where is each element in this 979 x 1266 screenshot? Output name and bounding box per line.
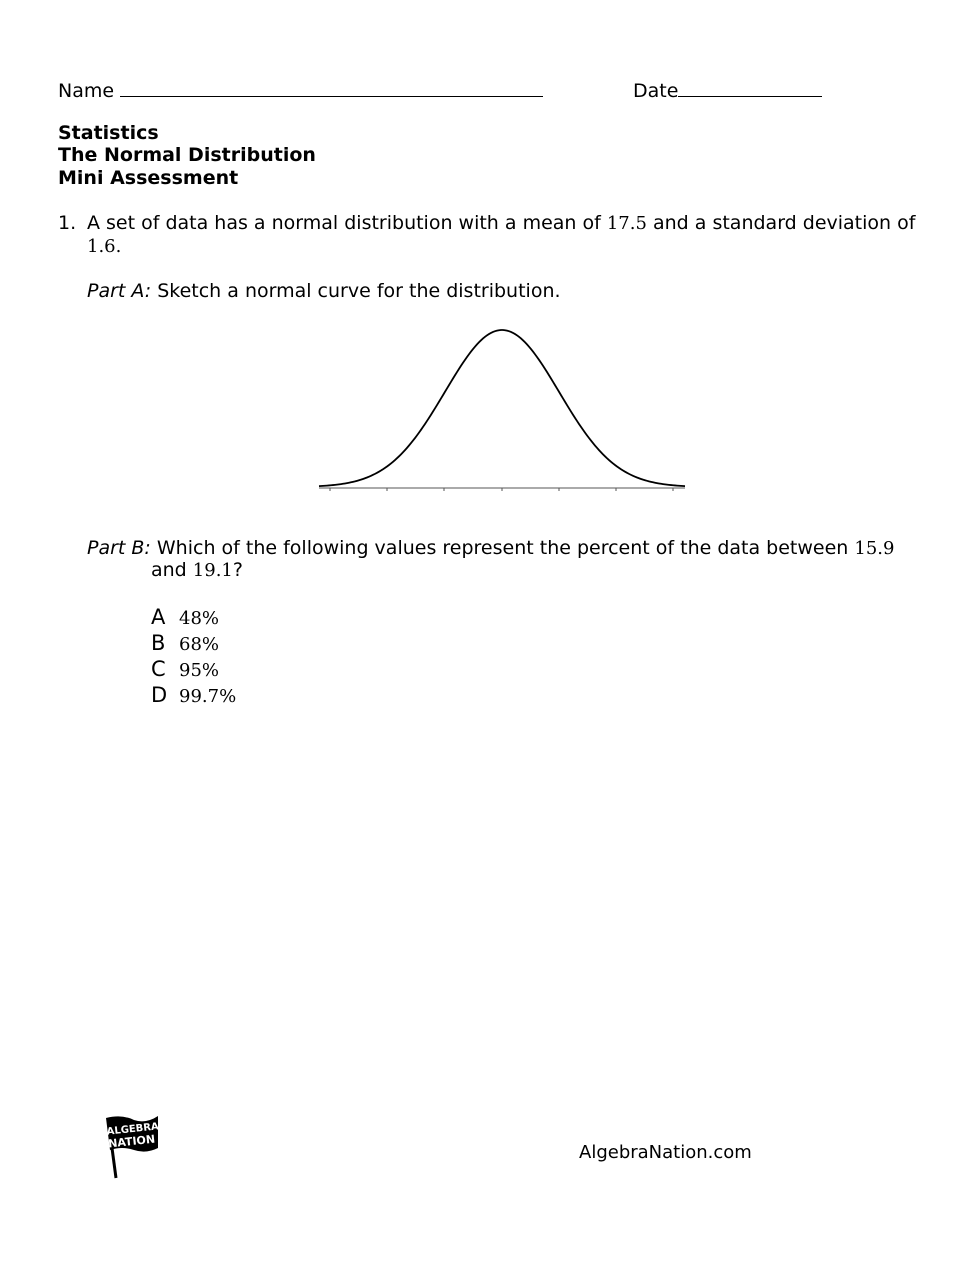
part-b-line2 xyxy=(151,559,243,581)
logo-text-1: ALGEBRA xyxy=(106,1121,160,1138)
part-b-text-b: and xyxy=(151,559,187,581)
choice-b[interactable] xyxy=(151,630,219,656)
choice-a[interactable] xyxy=(151,604,219,630)
part-b-text-a: Which of the following values represent the percent of the data between xyxy=(156,537,849,559)
stem-text-a: A set of data has a normal distribution with a mean of xyxy=(87,212,601,234)
website-link[interactable]: AlgebraNation.com xyxy=(579,1142,752,1163)
normal-curve-figure xyxy=(316,325,688,495)
name-label: Name xyxy=(58,80,115,102)
sd-value: 1.6 xyxy=(87,236,116,257)
question-number: 1. xyxy=(58,212,77,234)
part-a-text: Sketch a normal curve for the distribution. xyxy=(157,280,561,302)
name-blank xyxy=(120,95,543,97)
choice-d[interactable] xyxy=(151,682,236,708)
name-field xyxy=(58,80,543,102)
range-low: 15.9 xyxy=(854,538,895,559)
choice-value: 68% xyxy=(179,634,220,655)
question-stem-line1 xyxy=(87,212,915,234)
part-b-end: ? xyxy=(232,559,243,581)
date-blank xyxy=(678,95,822,97)
title-subject: Statistics xyxy=(58,122,159,144)
choice-value: 99.7% xyxy=(179,686,237,707)
date-field xyxy=(633,80,822,102)
part-b-label: Part B: xyxy=(87,537,151,559)
question-stem-line2 xyxy=(87,235,121,257)
choice-value: 48% xyxy=(179,608,220,629)
mean-value: 17.5 xyxy=(606,213,647,234)
bell-curve xyxy=(319,330,685,486)
choice-letter: D xyxy=(151,683,168,707)
part-b-line1 xyxy=(87,537,894,559)
title-type: Mini Assessment xyxy=(58,167,239,189)
choice-letter: C xyxy=(151,657,166,681)
stem-text-b: and a standard deviation of xyxy=(652,212,916,234)
choice-letter: A xyxy=(151,605,166,629)
part-a xyxy=(87,280,561,302)
range-high: 19.1 xyxy=(192,560,233,581)
choice-c[interactable] xyxy=(151,656,219,682)
choice-letter: B xyxy=(151,631,166,655)
title-topic: The Normal Distribution xyxy=(58,144,316,166)
part-a-label: Part A: xyxy=(87,280,152,302)
stem-end: . xyxy=(115,236,122,257)
choice-value: 95% xyxy=(179,660,220,681)
algebra-nation-logo xyxy=(100,1112,164,1182)
date-label: Date xyxy=(633,80,679,102)
logo-text-2: NATION xyxy=(107,1132,156,1151)
